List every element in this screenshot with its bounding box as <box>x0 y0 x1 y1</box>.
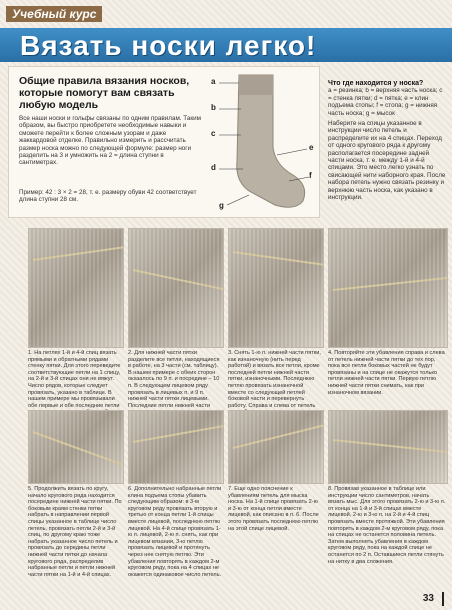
right-column <box>328 80 446 202</box>
step-photo-1 <box>28 228 124 348</box>
section-tag: Учебный курс <box>6 6 102 22</box>
page-number: 33 <box>422 593 434 604</box>
step-photo-8 <box>328 410 448 484</box>
intro-example: Пример: 42 : 3 × 2 = 28, т. е. размеру обуви 42 соответствует длина ступни 28 см. <box>19 189 197 204</box>
step-photo-2 <box>128 228 224 348</box>
sock-illustration <box>209 69 317 213</box>
step-caption-1: 1. На петлях 1-й и 4-й спиц вязать прямыми и обратными рядами стенку пятки. Для этого переведите соответствующие петли на 1 спицу, на 2-й и 3-й спицах они не вяжут. Число рядов, которые следует провязать, указано в таблице. В нашем примере мы провязывали обе первые и обе последние петли <box>28 350 121 409</box>
step-photo-4 <box>328 228 448 348</box>
intro-body: Все наши носки и гольфы связаны по одним правилам. Таким образом, вы быстро приобретете необходимые навыки и сможете перейти к более сложным узорам и даже жаккардовой отделке. Правильно измерить и рассчитать размер носка можно по следующей формуле: размер ноги разделить на 3 и умножить на 2 = длина ступни в сантиметрах. <box>19 115 201 167</box>
step-caption-3: 3. Снять 1-ю п. нижней части пятки, как изнаночную (нить перед работой) и вязать все петли, кроме последней петли нижней части пятки, изнаночными. Последнюю петлю провязать изнаночной вместе со следующей петлей боковой части и перевернуть работу. Справа и слева от петель <box>228 350 321 409</box>
intro-heading: Общие правила вязания носков, которые помогут вам связать любую модель <box>19 75 190 111</box>
step-photo-5 <box>28 410 124 484</box>
step-photo-7 <box>228 410 324 484</box>
step-caption-7: 7. Еще одно пояснение к убавлениям петель для мыска носка. На 1-й спице провязать 2-ю и 3-ю от конца петли вместе лицевой, как описано в п. 6. После этого провязать последнюю петлю на этой спице лицевой. <box>228 486 319 532</box>
sock-label-b: b <box>211 103 216 112</box>
right-text: Наберите на спицы указанное в инструкции число петель и распределите их на 4 спицах. Переход от одного кругового ряда к другому располагается посередине задней части носка, т. е. между 1-й и 4-й спицами. Это место легко узнать по свисающей нити наборного края. После набора петель нужно связать резинку и верхнюю часть носка, как указано в инструкции. <box>328 120 446 202</box>
sock-label-f: f <box>309 171 312 180</box>
sock-label-c: c <box>211 129 216 138</box>
step-photo-6 <box>128 410 224 484</box>
right-question: Что где находится у носка? <box>328 80 424 87</box>
sock-label-d: d <box>211 163 216 172</box>
step-caption-8: 8. Провязав указанное в таблице или инструкции число сантиметров, начать вязать мыс. Для этого провязать 2-ю и 3-ю п. от конца на 1-й и 3-й спицах вместе лицевой, 2-ю и 3-ю п. на 2-й и 4-й спиц провязать вместе протяжкой. Эти убавления повторять в каждом 2-м круговом ряду, пока на спицах не останется половина петель. Затем выполнять убавления в каждом круговом ряду, пока на каждой спице не останется по 2 п. Оставшиеся петли стянуть на нитку в два сложения. <box>328 486 446 565</box>
step-caption-6: 6. Дополнительно набранные петли клина подъема стопы убавить следующим образом: в 3-м круговом ряду провязать вторую и третью от конца петли 1-й спицы вместе лицевой, последнюю петлю лицевой. На 4-й спице провязать 1-ю п. лицевой, 2-ю п. снять, как при лицевом вязании, 3-ю петлю провязать лицевой и протянуть через нее снятую петлю. Эти убавления повторять в каждом 2-м круговом ряду, пока на 4 спицах не окажется одинаковое число петель. <box>128 486 222 578</box>
sock-diagram <box>209 69 317 213</box>
sock-label-g: g <box>219 201 224 210</box>
intro-box <box>8 66 320 218</box>
step-caption-2: 2. Для нижней части пятки разделите все петли, находящиеся в работе, на 3 части (см. таблицу). В нашем примере с обеих сторон оказалось по 9 п. и посредине – 10 п. В следующем лицевом ряду провязать в лицевых п. и 9 п. нижней части пятки лицевыми. Последние петли нижней части <box>128 350 220 409</box>
step-caption-5: 5. Продолжить вязать по кругу, начало кругового ряда находится посередине нижней части пятки. По боковым краям стенки пятки набрать в направлении первой спицы указанное в таблице число петель, провязать петли 2-й и 3-й спиц, по другому краю тоже набрать указанное число петель и провязать до середины петли нижней части пятки до начала кругового ряда, распределив набранные петли и петли нижней части пятки на 1-й и 4-й спицах. <box>28 486 122 578</box>
page-title: Вязать носки легко! <box>20 30 317 61</box>
step-caption-4: 4. Повторяйте эти убавления справа и слева от петель нижней части пятки до тех пор, пока все петли боковых частей не будут провязаны и на спице не окажутся только петли нижней части пятки. Первую петлю нижней части пятки снимать, как при изнаночном вязании. <box>328 350 445 396</box>
step-photo-3 <box>228 228 324 348</box>
sock-label-a: a <box>211 77 216 86</box>
sock-label-e: e <box>309 143 314 152</box>
right-legend: a = резинка; b = верхняя часть носка; c = стенка пятки; d = пятка; e = клин подъема стопы; f = стопа; g = нижняя часть носка; g = мысок <box>328 87 443 117</box>
page-rule <box>442 592 444 606</box>
